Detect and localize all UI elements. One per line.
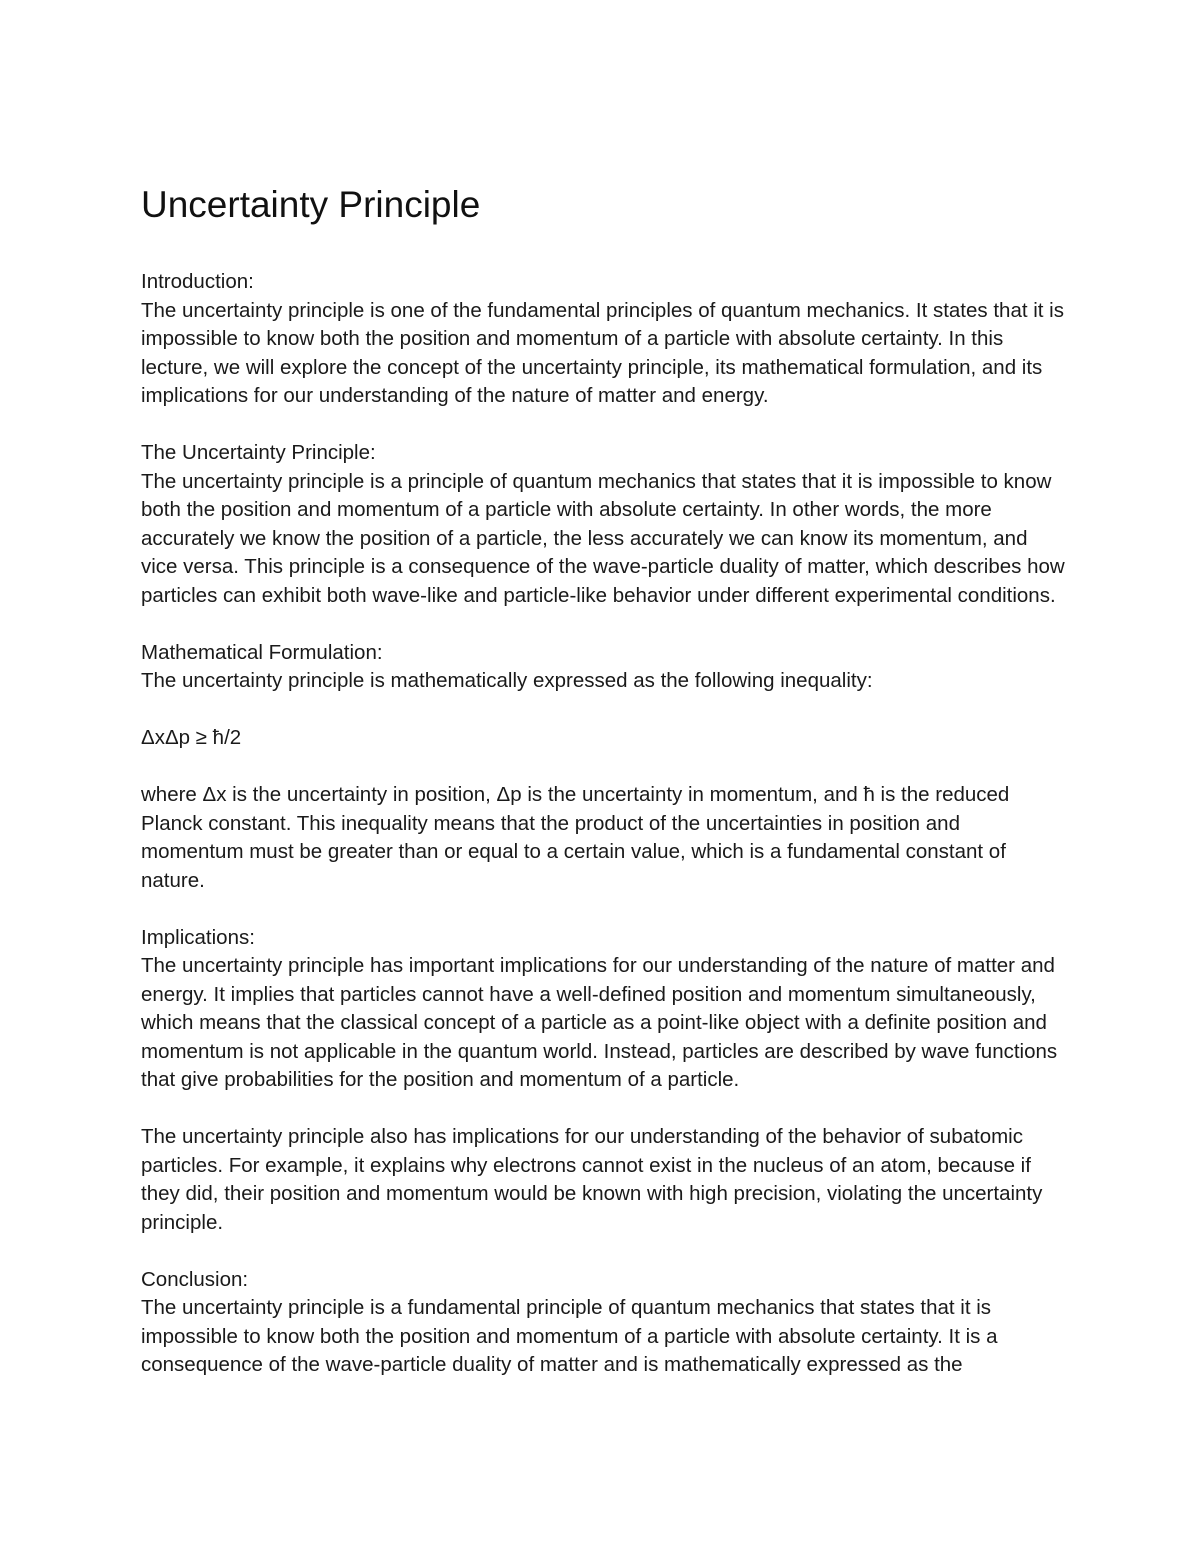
- formulation-heading: Mathematical Formulation:: [141, 640, 383, 664]
- principle-paragraph: The uncertainty principle is a principle of quantum mechanics that states that it is impossible to know both the position and momentum of a particle with absolute certainty. In other words, the more accurately we know the position of a particle, the less accurately we can know its momentum, and vice versa. This principle is a consequence of the wave-particle duality of matter, which describes how particles can exhibit both wave-like and particle-like behavior under different experimental conditions.: [141, 469, 1065, 607]
- introduction-paragraph: The uncertainty principle is one of the fundamental principles of quantum mechanics. It states that it is impossible to know both the position and momentum of a particle with absolute certainty. In this lecture, we will explore the concept of the uncertainty principle, its mathematical formulation, and its implications for our understanding of the nature of matter and energy.: [141, 298, 1064, 407]
- uncertainty-equation: ΔxΔp ≥ ħ/2: [141, 726, 242, 749]
- formulation-explanation: where Δx is the uncertainty in position, Δp is the uncertainty in momentum, and ħ is the reduced Planck constant. This inequality means that the product of the uncertainties in position and momentum must be greater than or equal to a certain value, which is a fundamental constant of nature.: [141, 783, 1010, 892]
- spacer: [141, 411, 1066, 440]
- spacer: [141, 610, 1066, 639]
- spacer: [141, 1095, 1066, 1124]
- spacer: [141, 895, 1066, 924]
- implications-heading: Implications:: [141, 925, 255, 949]
- implications-paragraph-2: The uncertainty principle also has implications for our understanding of the behavior of subatomic particles. For example, it explains why electrons cannot exist in the nucleus of an atom, because if they did, their position and momentum would be known with high precision, violating the uncertainty principle.: [141, 1125, 1043, 1234]
- principle-heading: The Uncertainty Principle:: [141, 441, 376, 464]
- implications-paragraph-1: The uncertainty principle has important implications for our understanding of the nature of matter and energy. It implies that particles cannot have a well-defined position and momentum simultaneously, which means that the classical concept of a particle as a point-like object with a definite position and momentum is not applicable in the quantum world. Instead, particles are described by wave functions that give probabilities for the position and momentum of a particle.: [141, 954, 1058, 1091]
- conclusion-heading: Conclusion:: [141, 1267, 249, 1291]
- spacer: [141, 753, 1066, 782]
- conclusion-paragraph: The uncertainty principle is a fundamental principle of quantum mechanics that states that it is impossible to know both the position and momentum of a particle with absolute certainty. It is a consequence of the wave-particle duality of matter and is mathematically expressed as the: [141, 1296, 998, 1376]
- spacer: [141, 1237, 1066, 1266]
- formulation-paragraph: The uncertainty principle is mathematically expressed as the following inequality:: [141, 669, 873, 692]
- introduction-heading: Introduction:: [141, 270, 254, 293]
- spacer: [141, 696, 1066, 725]
- document-title: Uncertainty Principle: [141, 184, 481, 225]
- document-body: [141, 182, 1066, 1380]
